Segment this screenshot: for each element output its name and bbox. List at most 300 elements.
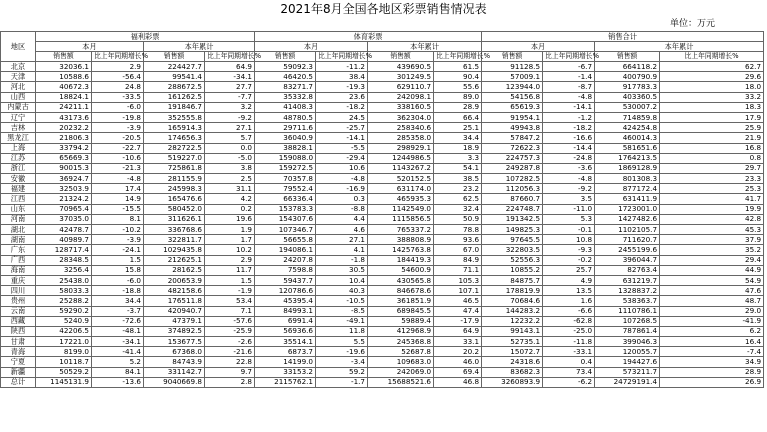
value-cell: 194427.6 bbox=[595, 357, 660, 367]
value-cell: 120786.6 bbox=[255, 286, 316, 296]
value-cell: 33153.2 bbox=[255, 367, 316, 377]
value-cell: 72622.3 bbox=[482, 143, 543, 153]
value-cell: 0.4 bbox=[543, 357, 595, 367]
value-cell: 23.2 bbox=[434, 184, 482, 194]
value-cell: 15072.7 bbox=[482, 347, 543, 357]
value-cell: -11.0 bbox=[543, 204, 595, 214]
value-cell: 120055.7 bbox=[595, 347, 660, 357]
value-cell: -4.8 bbox=[543, 92, 595, 102]
value-cell: 917783.3 bbox=[595, 82, 660, 92]
value-cell: 1.5 bbox=[205, 275, 255, 285]
value-cell: 322803.5 bbox=[482, 245, 543, 255]
value-cell: 54600.9 bbox=[368, 265, 434, 275]
value-cell: -62.8 bbox=[543, 316, 595, 326]
region-cell: 西藏 bbox=[1, 316, 36, 326]
value-cell: 3.5 bbox=[543, 194, 595, 204]
value-cell: -1.9 bbox=[205, 286, 255, 296]
value-cell: 7598.8 bbox=[255, 265, 316, 275]
value-cell: 159088.0 bbox=[255, 153, 316, 163]
value-cell: -4.8 bbox=[543, 174, 595, 184]
value-cell: 3256.4 bbox=[36, 265, 92, 275]
value-cell: 99143.1 bbox=[482, 326, 543, 336]
value-cell: 37.9 bbox=[660, 235, 764, 245]
region-cell: 吉林 bbox=[1, 123, 36, 133]
value-cell: 84.9 bbox=[434, 255, 482, 265]
value-cell: 530007.2 bbox=[595, 102, 660, 112]
value-cell: 725861.8 bbox=[144, 163, 205, 173]
table-row bbox=[1, 92, 764, 102]
value-cell: -14.4 bbox=[543, 143, 595, 153]
value-cell: -2.6 bbox=[205, 337, 255, 347]
value-cell: 40672.3 bbox=[36, 82, 92, 92]
region-cell: 山东 bbox=[1, 204, 36, 214]
value-cell: 396044.7 bbox=[595, 255, 660, 265]
value-cell: 400790.9 bbox=[595, 72, 660, 82]
value-cell: -8.7 bbox=[543, 82, 595, 92]
value-cell: 52556.3 bbox=[482, 255, 543, 265]
value-cell: 79552.4 bbox=[255, 184, 316, 194]
value-cell: -6.2 bbox=[543, 377, 595, 387]
value-cell: 99541.4 bbox=[144, 72, 205, 82]
value-cell: 38.4 bbox=[316, 72, 368, 82]
value-cell: 212625.1 bbox=[144, 255, 205, 265]
value-cell: -18.2 bbox=[316, 102, 368, 112]
value-cell: 43173.6 bbox=[36, 112, 92, 122]
value-cell: 58033.3 bbox=[36, 286, 92, 296]
value-cell: -13.6 bbox=[92, 377, 144, 387]
value-cell: -3.9 bbox=[92, 235, 144, 245]
value-cell: 25288.2 bbox=[36, 296, 92, 306]
value-cell: 352555.8 bbox=[144, 112, 205, 122]
value-cell: 40989.7 bbox=[36, 235, 92, 245]
value-cell: 27.1 bbox=[316, 235, 368, 245]
table-row bbox=[1, 275, 764, 285]
value-cell: 689845.5 bbox=[368, 306, 434, 316]
value-cell: 1244986.5 bbox=[368, 153, 434, 163]
value-cell: -14.1 bbox=[543, 102, 595, 112]
value-cell: -25.7 bbox=[316, 123, 368, 133]
region-cell: 天津 bbox=[1, 72, 36, 82]
value-cell: 55.6 bbox=[434, 82, 482, 92]
value-cell: 424254.8 bbox=[595, 123, 660, 133]
region-cell: 江苏 bbox=[1, 153, 36, 163]
value-cell: -18.2 bbox=[543, 123, 595, 133]
table-header bbox=[1, 32, 764, 62]
value-cell: 105.3 bbox=[434, 275, 482, 285]
table-row bbox=[1, 225, 764, 235]
value-cell: 24318.6 bbox=[482, 357, 543, 367]
header-metric-row bbox=[1, 52, 764, 62]
value-cell: -25.0 bbox=[543, 326, 595, 336]
value-cell: -4.8 bbox=[92, 174, 144, 184]
table-row bbox=[1, 326, 764, 336]
value-cell: 69.4 bbox=[434, 367, 482, 377]
value-cell: 374892.5 bbox=[144, 326, 205, 336]
value-cell: 3.8 bbox=[205, 163, 255, 173]
header-yoy: 比上年同期增长% bbox=[543, 52, 595, 62]
value-cell: 89.0 bbox=[434, 92, 482, 102]
region-cell: 甘肃 bbox=[1, 337, 36, 347]
unit-label: 单位：万元 bbox=[670, 19, 716, 29]
value-cell: 123944.0 bbox=[482, 82, 543, 92]
value-cell: 32.4 bbox=[434, 204, 482, 214]
region-cell: 云南 bbox=[1, 306, 36, 316]
value-cell: 67368.0 bbox=[144, 347, 205, 357]
value-cell: 29.6 bbox=[660, 72, 764, 82]
value-cell: -9.2 bbox=[543, 184, 595, 194]
table-row bbox=[1, 245, 764, 255]
value-cell: 1764213.5 bbox=[595, 153, 660, 163]
value-cell: 70965.4 bbox=[36, 204, 92, 214]
value-cell: 24207.8 bbox=[255, 255, 316, 265]
value-cell: 8199.0 bbox=[36, 347, 92, 357]
value-cell: 19.9 bbox=[660, 204, 764, 214]
value-cell: 61.5 bbox=[434, 62, 482, 72]
value-cell: 403360.5 bbox=[595, 92, 660, 102]
value-cell: 33.1 bbox=[434, 337, 482, 347]
table-row bbox=[1, 377, 764, 387]
value-cell: -56.4 bbox=[92, 72, 144, 82]
value-cell: 23.3 bbox=[660, 174, 764, 184]
value-cell: 29.4 bbox=[660, 255, 764, 265]
value-cell: 242069.0 bbox=[368, 367, 434, 377]
value-cell: 64.9 bbox=[205, 62, 255, 72]
value-cell: 4.2 bbox=[205, 194, 255, 204]
value-cell: -11.2 bbox=[316, 62, 368, 72]
region-cell: 海南 bbox=[1, 265, 36, 275]
value-cell: 16.8 bbox=[660, 143, 764, 153]
value-cell: 9040669.8 bbox=[144, 377, 205, 387]
value-cell: 2.5 bbox=[205, 174, 255, 184]
value-cell: 322811.7 bbox=[144, 235, 205, 245]
value-cell: 161262.5 bbox=[144, 92, 205, 102]
value-cell: -24.1 bbox=[92, 245, 144, 255]
value-cell: -4.8 bbox=[316, 174, 368, 184]
region-cell: 黑龙江 bbox=[1, 133, 36, 143]
value-cell: 84993.1 bbox=[255, 306, 316, 316]
header-sales: 销售额 bbox=[595, 52, 660, 62]
value-cell: 298929.1 bbox=[368, 143, 434, 153]
value-cell: 3.3 bbox=[434, 153, 482, 163]
value-cell: -41.4 bbox=[92, 347, 144, 357]
value-cell: -17.9 bbox=[434, 316, 482, 326]
value-cell: 44.9 bbox=[660, 265, 764, 275]
value-cell: 50.9 bbox=[434, 214, 482, 224]
value-cell: 245998.3 bbox=[144, 184, 205, 194]
value-cell: -33.5 bbox=[92, 92, 144, 102]
value-cell: 35514.1 bbox=[255, 337, 316, 347]
value-cell: 46.0 bbox=[434, 357, 482, 367]
value-cell: 28348.5 bbox=[36, 255, 92, 265]
value-cell: 91954.1 bbox=[482, 112, 543, 122]
value-cell: 7.1 bbox=[205, 306, 255, 316]
value-cell: 18.3 bbox=[660, 102, 764, 112]
value-cell: 0.0 bbox=[205, 143, 255, 153]
value-cell: 331142.7 bbox=[144, 367, 205, 377]
value-cell: 91128.5 bbox=[482, 62, 543, 72]
value-cell: 48780.5 bbox=[255, 112, 316, 122]
value-cell: 66.4 bbox=[434, 112, 482, 122]
value-cell: 1869128.9 bbox=[595, 163, 660, 173]
value-cell: -1.7 bbox=[316, 377, 368, 387]
value-cell: 249287.8 bbox=[482, 163, 543, 173]
value-cell: 54156.8 bbox=[482, 92, 543, 102]
value-cell: 165476.6 bbox=[144, 194, 205, 204]
value-cell: 83271.7 bbox=[255, 82, 316, 92]
value-cell: 8.1 bbox=[92, 214, 144, 224]
table-body bbox=[1, 62, 764, 388]
value-cell: 14.9 bbox=[92, 194, 144, 204]
value-cell: 90.4 bbox=[434, 72, 482, 82]
value-cell: 711620.7 bbox=[595, 235, 660, 245]
value-cell: 36040.9 bbox=[255, 133, 316, 143]
value-cell: 107346.7 bbox=[255, 225, 316, 235]
value-cell: 42206.5 bbox=[36, 326, 92, 336]
value-cell: 631411.9 bbox=[595, 194, 660, 204]
value-cell: -48.1 bbox=[92, 326, 144, 336]
value-cell: 460014.3 bbox=[595, 133, 660, 143]
region-cell: 江西 bbox=[1, 194, 36, 204]
value-cell: 0.8 bbox=[660, 153, 764, 163]
table-row bbox=[1, 265, 764, 275]
value-cell: 2455199.6 bbox=[595, 245, 660, 255]
value-cell: 25.1 bbox=[434, 123, 482, 133]
value-cell: 67.0 bbox=[434, 245, 482, 255]
value-cell: 19.6 bbox=[205, 214, 255, 224]
value-cell: 1427482.6 bbox=[595, 214, 660, 224]
value-cell: 56936.6 bbox=[255, 326, 316, 336]
value-cell: 52687.8 bbox=[368, 347, 434, 357]
value-cell: 1723001.0 bbox=[595, 204, 660, 214]
value-cell: 224748.7 bbox=[482, 204, 543, 214]
value-cell: 49943.8 bbox=[482, 123, 543, 133]
value-cell: 412968.9 bbox=[368, 326, 434, 336]
value-cell: 1110786.1 bbox=[595, 306, 660, 316]
value-cell: -5.0 bbox=[205, 153, 255, 163]
region-cell: 广东 bbox=[1, 245, 36, 255]
value-cell: 33794.2 bbox=[36, 143, 92, 153]
value-cell: 6.2 bbox=[660, 326, 764, 336]
value-cell: 482158.6 bbox=[144, 286, 205, 296]
region-cell: 辽宁 bbox=[1, 112, 36, 122]
value-cell: -3.7 bbox=[92, 306, 144, 316]
table-row bbox=[1, 367, 764, 377]
region-cell: 新疆 bbox=[1, 367, 36, 377]
table-row bbox=[1, 102, 764, 112]
value-cell: 631219.7 bbox=[595, 275, 660, 285]
region-cell: 广西 bbox=[1, 255, 36, 265]
value-cell: 16.4 bbox=[660, 337, 764, 347]
value-cell: 24.8 bbox=[92, 82, 144, 92]
value-cell: 1102105.7 bbox=[595, 225, 660, 235]
value-cell: 50529.2 bbox=[36, 367, 92, 377]
value-cell: 1029435.8 bbox=[144, 245, 205, 255]
value-cell: 35.2 bbox=[660, 245, 764, 255]
value-cell: 0.3 bbox=[316, 194, 368, 204]
header-group-total: 销售合计 bbox=[482, 32, 764, 42]
value-cell: 4.1 bbox=[316, 245, 368, 255]
table-row bbox=[1, 62, 764, 72]
value-cell: -3.6 bbox=[543, 163, 595, 173]
value-cell: -8.8 bbox=[316, 204, 368, 214]
value-cell: 30.5 bbox=[316, 265, 368, 275]
value-cell: -72.6 bbox=[92, 316, 144, 326]
lottery-sales-table bbox=[0, 31, 764, 388]
value-cell: 184419.3 bbox=[368, 255, 434, 265]
value-cell: 224757.3 bbox=[482, 153, 543, 163]
value-cell: 107.1 bbox=[434, 286, 482, 296]
value-cell: -3.4 bbox=[316, 357, 368, 367]
value-cell: 4.4 bbox=[316, 214, 368, 224]
value-cell: 787861.4 bbox=[595, 326, 660, 336]
region-cell: 重庆 bbox=[1, 275, 36, 285]
table-row bbox=[1, 194, 764, 204]
value-cell: -21.6 bbox=[205, 347, 255, 357]
header-yoy: 比上年同期增长% bbox=[434, 52, 482, 62]
region-cell: 浙江 bbox=[1, 163, 36, 173]
header-period: 本年累计 bbox=[595, 42, 764, 52]
value-cell: -7.4 bbox=[660, 347, 764, 357]
value-cell: -14.1 bbox=[316, 133, 368, 143]
value-cell: 538363.7 bbox=[595, 296, 660, 306]
value-cell: 336768.6 bbox=[144, 225, 205, 235]
value-cell: 519227.0 bbox=[144, 153, 205, 163]
header-sales: 销售额 bbox=[36, 52, 92, 62]
value-cell: 34.9 bbox=[660, 357, 764, 367]
value-cell: -57.6 bbox=[205, 316, 255, 326]
value-cell: -19.3 bbox=[316, 82, 368, 92]
value-cell: 71.1 bbox=[434, 265, 482, 275]
table-row bbox=[1, 123, 764, 133]
value-cell: 3260893.9 bbox=[482, 377, 543, 387]
region-cell: 陕西 bbox=[1, 326, 36, 336]
value-cell: 144283.2 bbox=[482, 306, 543, 316]
value-cell: 17221.0 bbox=[36, 337, 92, 347]
value-cell: 15.8 bbox=[92, 265, 144, 275]
value-cell: 282722.5 bbox=[144, 143, 205, 153]
value-cell: -19.8 bbox=[92, 112, 144, 122]
value-cell: 66336.4 bbox=[255, 194, 316, 204]
value-cell: 29.0 bbox=[660, 306, 764, 316]
value-cell: 176511.8 bbox=[144, 296, 205, 306]
region-cell: 青海 bbox=[1, 347, 36, 357]
value-cell: 84.1 bbox=[92, 367, 144, 377]
value-cell: 17.4 bbox=[92, 184, 144, 194]
header-period: 本月 bbox=[482, 42, 595, 52]
value-cell: 24729191.4 bbox=[595, 377, 660, 387]
value-cell: 21324.2 bbox=[36, 194, 92, 204]
value-cell: 46420.5 bbox=[255, 72, 316, 82]
value-cell: 14199.0 bbox=[255, 357, 316, 367]
value-cell: 9.7 bbox=[205, 367, 255, 377]
value-cell: 1.9 bbox=[205, 225, 255, 235]
value-cell: 27.1 bbox=[205, 123, 255, 133]
value-cell: 29.7 bbox=[660, 163, 764, 173]
value-cell: -5.5 bbox=[316, 143, 368, 153]
value-cell: 84743.9 bbox=[144, 357, 205, 367]
table-row bbox=[1, 174, 764, 184]
value-cell: 25438.0 bbox=[36, 275, 92, 285]
value-cell: 178819.9 bbox=[482, 286, 543, 296]
value-cell: 877172.4 bbox=[595, 184, 660, 194]
value-cell: -6.0 bbox=[92, 102, 144, 112]
value-cell: 32503.9 bbox=[36, 184, 92, 194]
value-cell: 5.7 bbox=[205, 133, 255, 143]
value-cell: 73.4 bbox=[543, 367, 595, 377]
header-yoy: 比上年同期增长% bbox=[660, 52, 764, 62]
value-cell: 59092.3 bbox=[255, 62, 316, 72]
value-cell: 54.9 bbox=[660, 275, 764, 285]
value-cell: 430565.8 bbox=[368, 275, 434, 285]
value-cell: 23.6 bbox=[316, 92, 368, 102]
value-cell: 242098.1 bbox=[368, 92, 434, 102]
value-cell: 2.9 bbox=[92, 62, 144, 72]
value-cell: 1142549.0 bbox=[368, 204, 434, 214]
value-cell: 5240.9 bbox=[36, 316, 92, 326]
value-cell: 59.2 bbox=[316, 367, 368, 377]
value-cell: -8.5 bbox=[316, 306, 368, 316]
value-cell: 28162.5 bbox=[144, 265, 205, 275]
region-cell: 宁夏 bbox=[1, 357, 36, 367]
value-cell: 22.8 bbox=[205, 357, 255, 367]
value-cell: 78.8 bbox=[434, 225, 482, 235]
value-cell: 65669.3 bbox=[36, 153, 92, 163]
value-cell: 87660.7 bbox=[482, 194, 543, 204]
header-period-row bbox=[1, 42, 764, 52]
value-cell: 1328837.2 bbox=[595, 286, 660, 296]
value-cell: 31.1 bbox=[205, 184, 255, 194]
value-cell: 4.9 bbox=[543, 275, 595, 285]
value-cell: 12232.2 bbox=[482, 316, 543, 326]
value-cell: 17.9 bbox=[660, 112, 764, 122]
value-cell: 109683.0 bbox=[368, 357, 434, 367]
value-cell: -9.2 bbox=[205, 112, 255, 122]
value-cell: 520152.5 bbox=[368, 174, 434, 184]
value-cell: 28.9 bbox=[434, 102, 482, 112]
value-cell: 20232.2 bbox=[36, 123, 92, 133]
value-cell: 4.6 bbox=[316, 225, 368, 235]
region-cell: 湖南 bbox=[1, 235, 36, 245]
value-cell: 258340.6 bbox=[368, 123, 434, 133]
value-cell: 11.7 bbox=[205, 265, 255, 275]
value-cell: 47.6 bbox=[660, 286, 764, 296]
value-cell: 288672.5 bbox=[144, 82, 205, 92]
value-cell: -25.9 bbox=[205, 326, 255, 336]
value-cell: 48.7 bbox=[660, 296, 764, 306]
value-cell: 32036.1 bbox=[36, 62, 92, 72]
region-cell: 湖北 bbox=[1, 225, 36, 235]
value-cell: 573211.7 bbox=[595, 367, 660, 377]
table-row bbox=[1, 112, 764, 122]
region-cell: 上海 bbox=[1, 143, 36, 153]
region-cell: 内蒙古 bbox=[1, 102, 36, 112]
value-cell: 42.8 bbox=[660, 214, 764, 224]
region-cell: 山西 bbox=[1, 92, 36, 102]
value-cell: 64.9 bbox=[434, 326, 482, 336]
table-row bbox=[1, 82, 764, 92]
value-cell: 45395.4 bbox=[255, 296, 316, 306]
value-cell: 128717.4 bbox=[36, 245, 92, 255]
value-cell: 285358.0 bbox=[368, 133, 434, 143]
page-title: 2021年8月全国各地区彩票销售情况表 bbox=[280, 2, 487, 16]
region-cell: 北京 bbox=[1, 62, 36, 72]
table-row bbox=[1, 337, 764, 347]
value-cell: 35332.8 bbox=[255, 92, 316, 102]
value-cell: -33.1 bbox=[543, 347, 595, 357]
header-sales: 销售额 bbox=[482, 52, 543, 62]
table-row bbox=[1, 143, 764, 153]
value-cell: 20.2 bbox=[434, 347, 482, 357]
